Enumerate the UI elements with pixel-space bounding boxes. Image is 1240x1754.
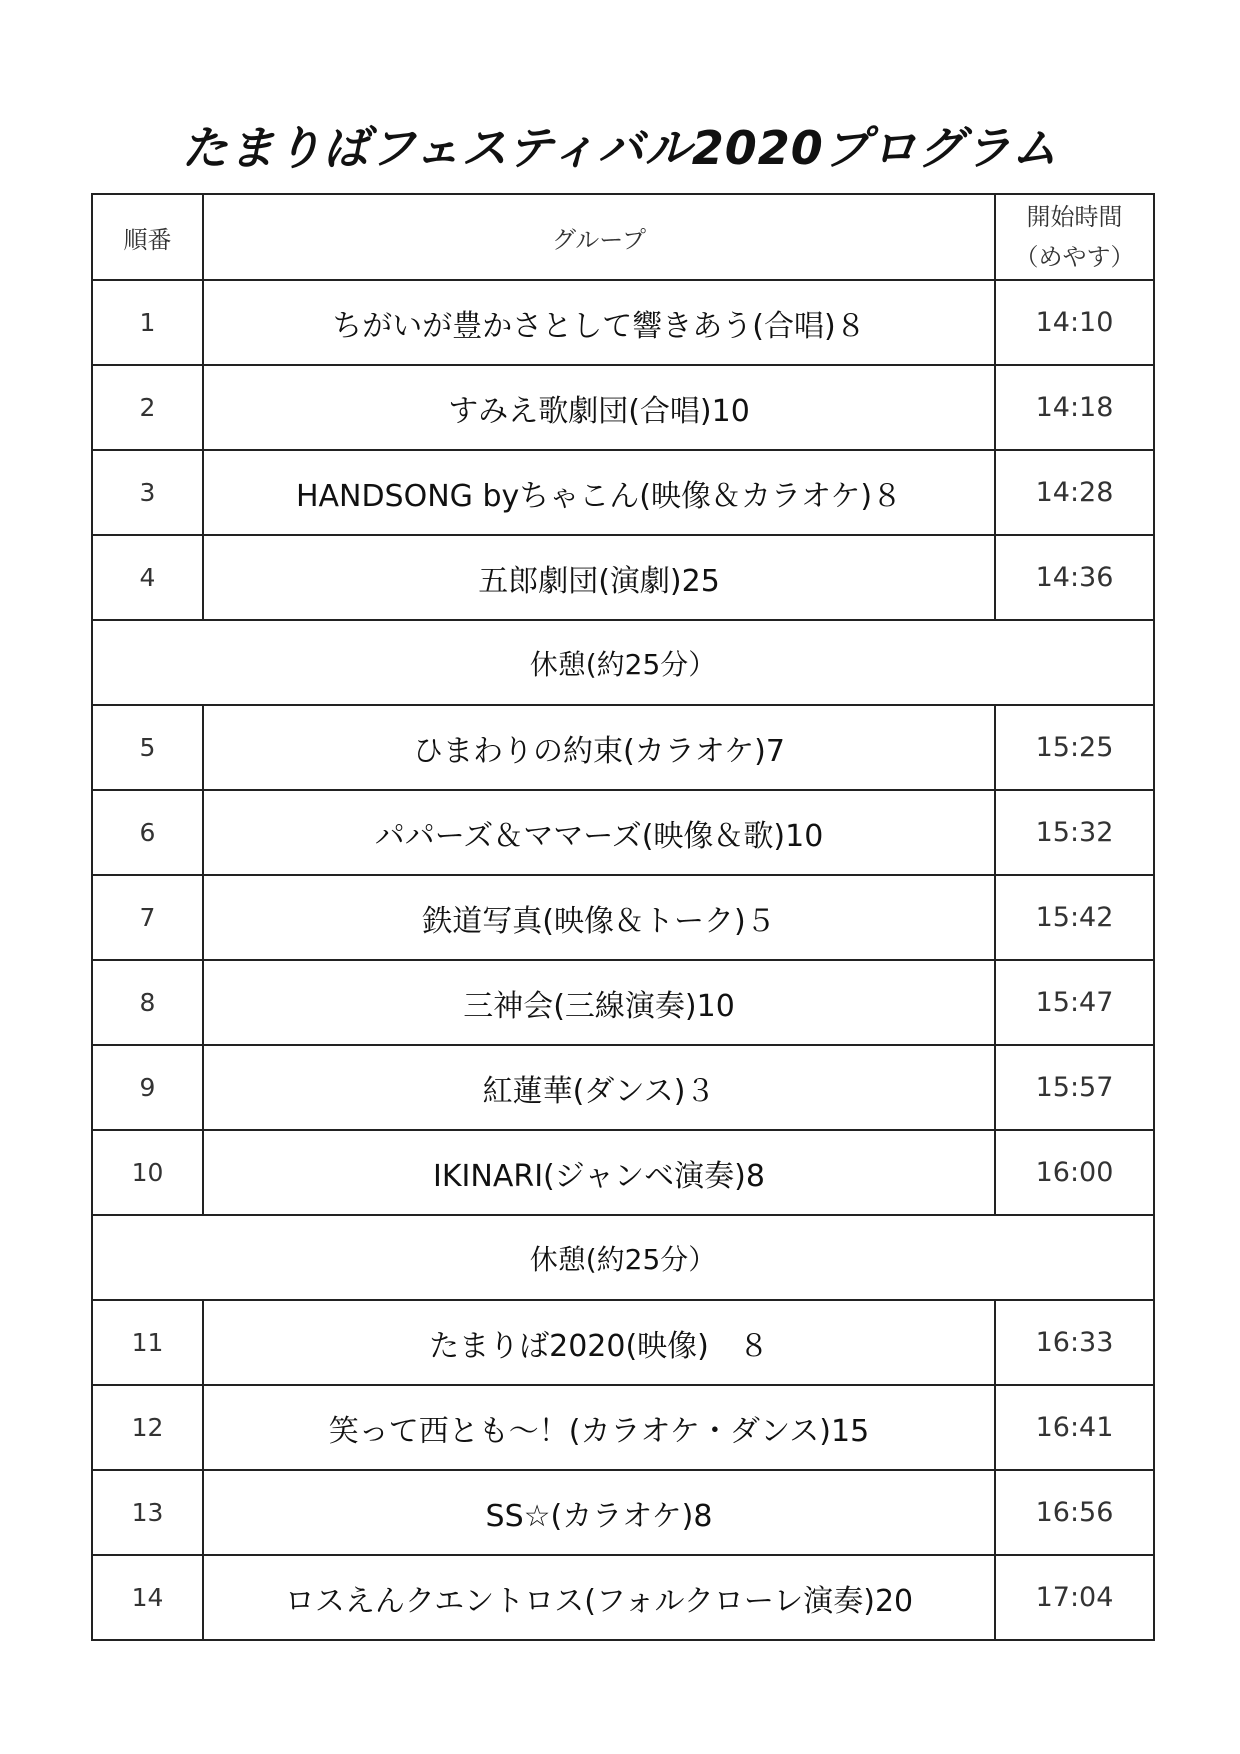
row-start-time: 16:33 (995, 1300, 1154, 1385)
row-group: 五郎劇団(演劇)25 (203, 535, 995, 620)
row-start-time: 15:42 (995, 875, 1154, 960)
table-header-row (92, 194, 1154, 280)
table-row (92, 1555, 1154, 1640)
table-row (92, 450, 1154, 535)
table-row (92, 960, 1154, 1045)
row-group: HANDSONG byちゃこん(映像＆カラオケ)８ (203, 450, 995, 535)
row-start-time: 14:28 (995, 450, 1154, 535)
row-group: ちがいが豊かさとして響きあう(合唱)８ (203, 280, 995, 365)
break-row (92, 1215, 1154, 1300)
break-label: 休憩(約25分） (92, 1215, 1154, 1300)
row-number: 5 (92, 705, 203, 790)
row-number: 8 (92, 960, 203, 1045)
row-start-time: 16:56 (995, 1470, 1154, 1555)
row-number: 9 (92, 1045, 203, 1130)
table-row (92, 705, 1154, 790)
table-row (92, 790, 1154, 875)
table-row (92, 1130, 1154, 1215)
row-group: IKINARI(ジャンベ演奏)8 (203, 1130, 995, 1215)
row-start-time: 15:25 (995, 705, 1154, 790)
header-number: 順番 (92, 194, 203, 280)
program-table (91, 193, 1155, 1641)
row-group: ロスえんクエントロス(フォルクローレ演奏)20 (203, 1555, 995, 1640)
header-group: グループ (203, 194, 995, 280)
row-number: 7 (92, 875, 203, 960)
row-start-time: 15:57 (995, 1045, 1154, 1130)
row-number: 4 (92, 535, 203, 620)
row-number: 11 (92, 1300, 203, 1385)
row-start-time: 14:10 (995, 280, 1154, 365)
header-start-time (995, 194, 1154, 280)
row-start-time: 15:47 (995, 960, 1154, 1045)
row-number: 1 (92, 280, 203, 365)
row-start-time: 17:04 (995, 1555, 1154, 1640)
row-number: 12 (92, 1385, 203, 1470)
table-row (92, 1300, 1154, 1385)
row-group: 紅蓮華(ダンス)３ (203, 1045, 995, 1130)
row-group: SS☆(カラオケ)8 (203, 1470, 995, 1555)
row-group: すみえ歌劇団(合唱)10 (203, 365, 995, 450)
page-title: たまりばフェスティバル2020プログラム (181, 121, 1059, 175)
row-number: 2 (92, 365, 203, 450)
row-group: たまりば2020(映像) ８ (203, 1300, 995, 1385)
row-group: パパーズ＆ママーズ(映像＆歌)10 (203, 790, 995, 875)
table-row (92, 280, 1154, 365)
table-row (92, 1385, 1154, 1470)
row-start-time: 16:41 (995, 1385, 1154, 1470)
row-group: 鉄道写真(映像＆トーク)５ (203, 875, 995, 960)
header-start-time-label: 開始時間 (1026, 203, 1123, 231)
row-group: 三神会(三線演奏)10 (203, 960, 995, 1045)
row-start-time: 15:32 (995, 790, 1154, 875)
row-group: 笑って西とも～！(カラオケ・ダンス)15 (203, 1385, 995, 1470)
row-start-time: 16:00 (995, 1130, 1154, 1215)
row-group: ひまわりの約束(カラオケ)7 (203, 705, 995, 790)
table-row (92, 1045, 1154, 1130)
row-number: 13 (92, 1470, 203, 1555)
table-row (92, 1470, 1154, 1555)
row-number: 3 (92, 450, 203, 535)
row-start-time: 14:36 (995, 535, 1154, 620)
row-number: 10 (92, 1130, 203, 1215)
table-row (92, 365, 1154, 450)
table-row (92, 875, 1154, 960)
row-number: 14 (92, 1555, 203, 1640)
row-start-time: 14:18 (995, 365, 1154, 450)
table-row (92, 535, 1154, 620)
break-label: 休憩(約25分） (92, 620, 1154, 705)
break-row (92, 620, 1154, 705)
header-start-time-note: （めやす） (1014, 243, 1135, 271)
row-number: 6 (92, 790, 203, 875)
